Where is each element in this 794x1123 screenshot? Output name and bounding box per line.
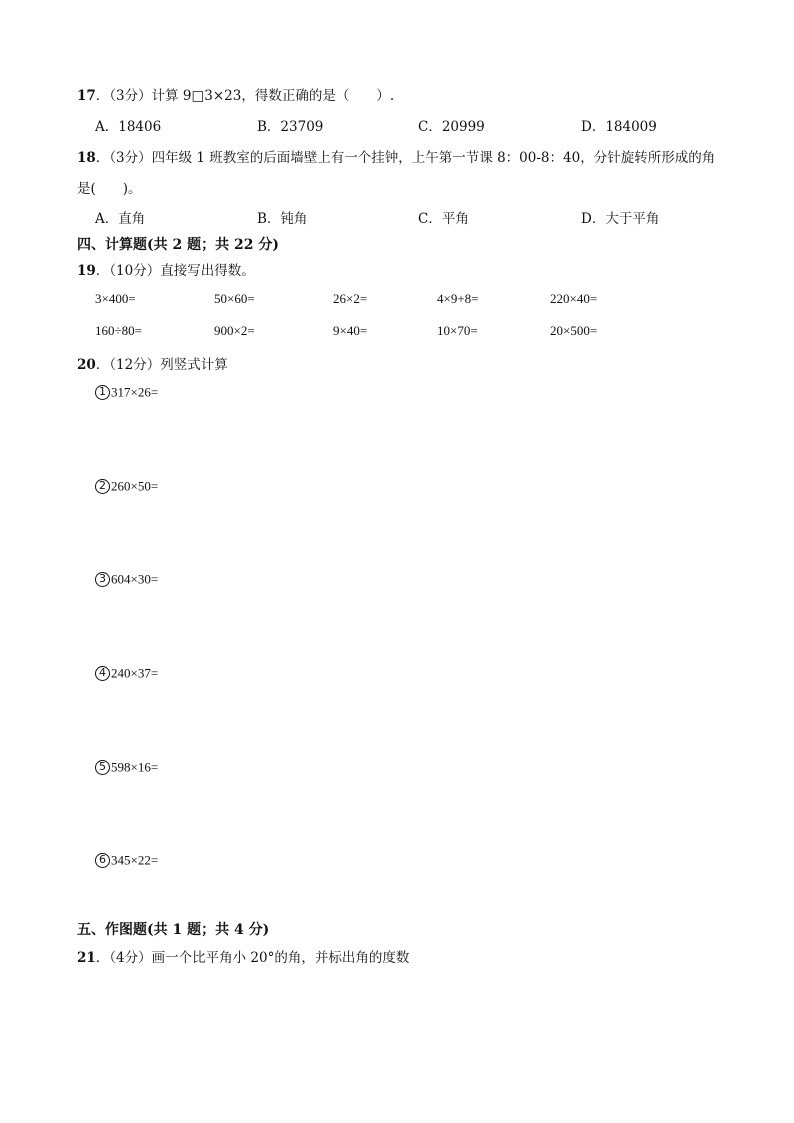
circled-number: 2 (95, 479, 110, 494)
vertical-calc-item (95, 852, 158, 869)
calc-expression: 604×30= (111, 571, 159, 587)
calc-item: 10×70= (437, 323, 478, 338)
circled-number: 6 (95, 853, 110, 868)
question-19 (77, 259, 255, 279)
question-text: ．（3分）四年级 1 班教室的后面墙壁上有一个挂钟，上午第一节课 8：00-8：40，分针旋转所形成的角 (95, 150, 716, 166)
calc-item: 900×2= (214, 323, 255, 338)
section-heading: 五、作图题(共 1 题；共 4 分) (77, 922, 270, 938)
question-number: 18 (77, 150, 96, 166)
question-number: 21 (77, 950, 96, 966)
question-number: 19 (77, 263, 96, 279)
question-text: ．（4分）画一个比平角小 20°的角，并标出角的度数 (95, 950, 410, 966)
calc-expression: 240×37= (111, 665, 159, 681)
option-d: D．大于平角 (581, 211, 660, 227)
circled-number: 3 (95, 572, 110, 587)
calc-item: 50×60= (214, 291, 255, 306)
circled-number: 5 (95, 760, 110, 775)
option-c: C．平角 (418, 211, 469, 227)
calc-expression: 598×16= (111, 759, 159, 775)
option-b: B．钝角 (257, 211, 308, 227)
calc-item: 3×400= (95, 291, 136, 306)
calc-expression: 317×26= (111, 384, 159, 400)
vertical-calc-item (95, 665, 158, 682)
question-17 (77, 84, 394, 104)
calc-item: 9×40= (333, 323, 368, 338)
section-heading: 四、计算题(共 2 题；共 22 分) (77, 237, 279, 253)
vertical-calc-item (95, 478, 158, 495)
calc-item: 220×40= (550, 291, 598, 306)
question-number: 20 (77, 357, 96, 373)
question-18 (77, 146, 715, 166)
option-d: D．184009 (581, 119, 657, 135)
vertical-calc-item (95, 759, 158, 776)
question-number: 17 (77, 88, 96, 104)
calc-item: 160÷80= (95, 323, 142, 338)
calc-expression: 345×22= (111, 852, 159, 868)
vertical-calc-item (95, 384, 158, 401)
circled-number: 4 (95, 666, 110, 681)
vertical-calc-item (95, 571, 158, 588)
question-text: ．（12分）列竖式计算 (95, 357, 228, 373)
question-21 (77, 946, 409, 966)
option-a: A．18406 (95, 119, 162, 135)
option-b: B．23709 (257, 119, 324, 135)
circled-number: 1 (95, 385, 110, 400)
question-18-continuation: 是( )。 (77, 181, 142, 197)
question-text: ．（10分）直接写出得数。 (95, 263, 255, 279)
calc-item: 4×9+8= (437, 291, 479, 306)
calc-item: 20×500= (550, 323, 598, 338)
calc-expression: 260×50= (111, 478, 159, 494)
calc-item: 26×2= (333, 291, 368, 306)
option-a: A．直角 (95, 211, 146, 227)
question-text: ．（3分）计算 9□3×23，得数正确的是（ ）. (95, 88, 395, 104)
question-20 (77, 353, 228, 373)
option-c: C．20999 (418, 119, 485, 135)
